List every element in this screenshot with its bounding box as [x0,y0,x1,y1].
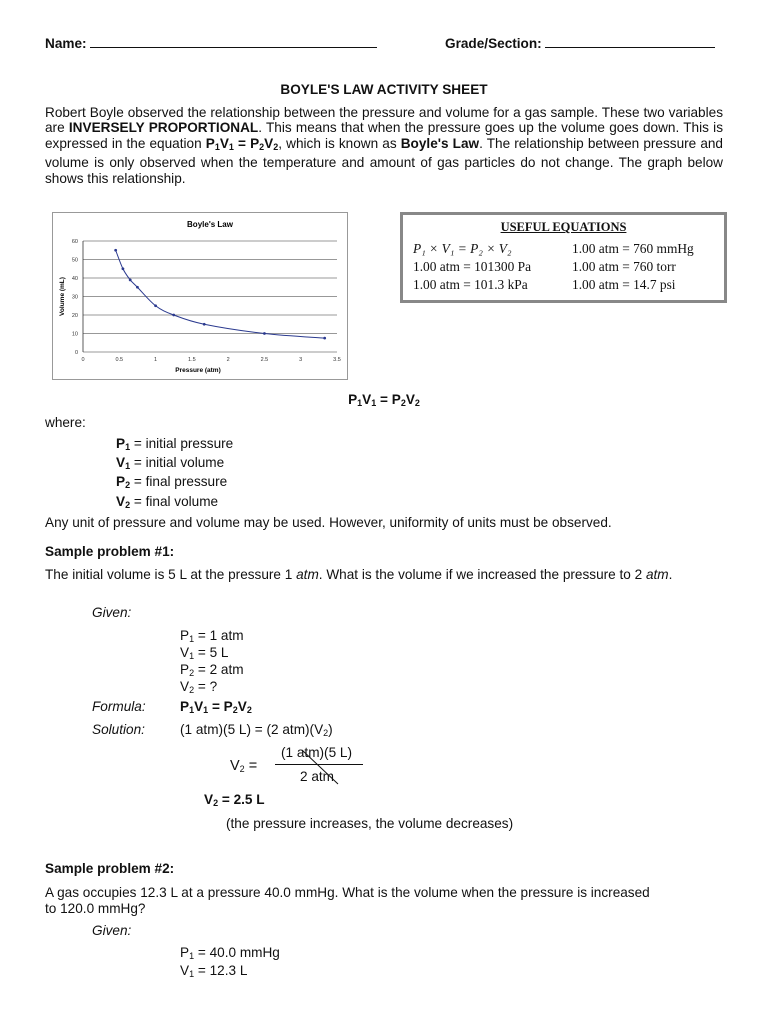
intro-text-2: . This means that when the pressure goes up the volume goes down. This is expressed in the equation [45,120,723,151]
x-tick-label: 2 [226,357,230,363]
given-v1: $V_1 = 5$ L [180,645,229,661]
name-label: Name: [45,36,87,51]
definitions-list [116,436,233,513]
x-tick-label: 2.5 [260,357,269,363]
boyles-law-chart [52,212,348,380]
sample2-given-v1: $V_1 = 12.3$ L [180,962,248,979]
x-tick-label: 0 [81,357,85,363]
x-tick-label: 3 [299,357,303,363]
grade-section-blank-line[interactable] [545,35,715,48]
x-tick-label: 0.5 [115,357,124,363]
sample1-given-label: Given: [92,605,132,620]
y-tick-label: 50 [71,257,78,264]
v2-label: $V_2$ = [230,758,258,774]
given-v2: $V_2$ = ? [180,679,218,695]
data-point [122,267,125,270]
sample2-given-list [180,946,280,981]
useful-equations-title: USEFUL EQUATIONS [500,220,627,234]
y-tick-label: 10 [71,331,78,338]
data-point [323,337,326,340]
eq-cell-r1c0: 1.00 atm = 101300 Pa [413,259,532,274]
data-point [129,278,132,281]
x-tick-label: 3.5 [333,357,341,363]
eq-cell-r2c1: 1.00 atm = 14.7 psi [572,277,676,292]
eq-cell-r0c0: P₁ × V₁ = P₂ × V₂ [413,241,512,256]
y-tick-label: 60 [71,239,78,245]
series-line [116,250,325,338]
chart-svg [53,213,347,379]
intro-text-1: Robert Boyle observed the relationship between the pressure and volume for a gas sample. These two variables are [45,105,723,136]
name-blank-line[interactable] [90,35,377,48]
sample1-question: The initial volume is 5 L at the pressure 1 atm. What is the volume if we increased the pressure to 2 atm. [45,567,673,582]
given-p2: $P_2 = 2$ atm [180,662,244,678]
where-label: where: [45,415,86,430]
definition-v2: $V_2$ = final volume [116,493,219,510]
data-point [136,286,139,289]
fraction-numerator: (1 atm)(5 L) [281,745,353,760]
eq-cell-r1c1: 1.00 atm = 760 torr [572,259,676,274]
data-point [172,314,175,317]
sample1-given-list [180,629,244,697]
intro-bold-boyles-law: Boyle's Law [400,135,480,151]
data-point [154,304,157,307]
eq-cell-r2c0: 1.00 atm = 101.3 kPa [413,277,528,292]
intro-paragraph [45,105,723,186]
sample2-question-line2: to 120.0 mmHg? [45,901,146,916]
solution-label: Solution: [92,722,145,737]
intro-text-3: , which is known as [278,135,401,151]
y-tick-label: 0 [74,350,78,356]
definition-p1: $P_1$ = initial pressure [116,436,234,452]
formula-equation: $P_1V_1 = P_2V_2$ [180,699,252,715]
data-point [203,323,206,326]
x-axis-label: Pressure (atm) [175,367,221,374]
intro-bold-inverse: INVERSELY PROPORTIONAL [68,120,259,136]
definition-v1: $V_1$ = initial volume [116,455,225,472]
data-point [114,249,117,252]
x-tick-label: 1 [154,357,158,363]
intro-equation: $P_1V_1 = P_2V_2$ [205,135,279,152]
grade-section-field[interactable] [445,35,715,51]
fraction-denominator: 2 atm [300,769,334,784]
given-p1: $P_1 = 1$ atm [180,628,244,644]
eq-cell-r0c1: 1.00 atm = 760 mmHg [572,241,694,256]
sample2-heading: Sample problem #2: [45,861,175,876]
y-tick-label: 40 [71,276,78,282]
units-note: Any unit of pressure and volume may be used. However, uniformity of units must be observed. [45,515,612,530]
chart-title: Boyle's Law [187,220,233,229]
name-field[interactable] [45,35,377,51]
y-tick-label: 20 [71,313,78,319]
sample2-given-label: Given: [92,923,132,938]
intro-text-4: . The relationship between pressure and volume is only observed when the temperature and amount of gas particles do not change. The graph below shows this relationship. [45,135,723,186]
solution-equation: (1 atm)(5 L) = (2 $atm)(V_2)$ [180,722,333,738]
sample2-given-p1: $P_1 = 40.0$ mmHg [180,945,280,961]
grade-section-label: Grade/Section: [445,36,542,51]
definition-p2: $P_2$ = final pressure [116,474,228,491]
main-equation: $P_1V_1 = P_2V_2$ [348,392,420,408]
sample1-note: (the pressure increases, the volume decreases) [226,816,514,831]
formula-label: Formula: [92,699,146,714]
header [45,35,725,53]
sample1-answer: $V_2 = 2.5$ L [204,792,265,808]
y-axis-label: Volume (mL) [59,277,66,316]
page-title: BOYLE'S LAW ACTIVITY SHEET [280,82,488,97]
x-tick-label: 1.5 [188,357,196,363]
sample2-question-line1: A gas occupies 12.3 L at a pressure 40.0 mmHg. What is the volume when the pressure is increased [45,885,650,900]
sample1-heading: Sample problem #1: [45,544,175,559]
useful-equations-box [400,212,727,303]
data-point [263,332,266,335]
y-tick-label: 30 [71,294,78,301]
cancel-strike-line [300,748,344,790]
